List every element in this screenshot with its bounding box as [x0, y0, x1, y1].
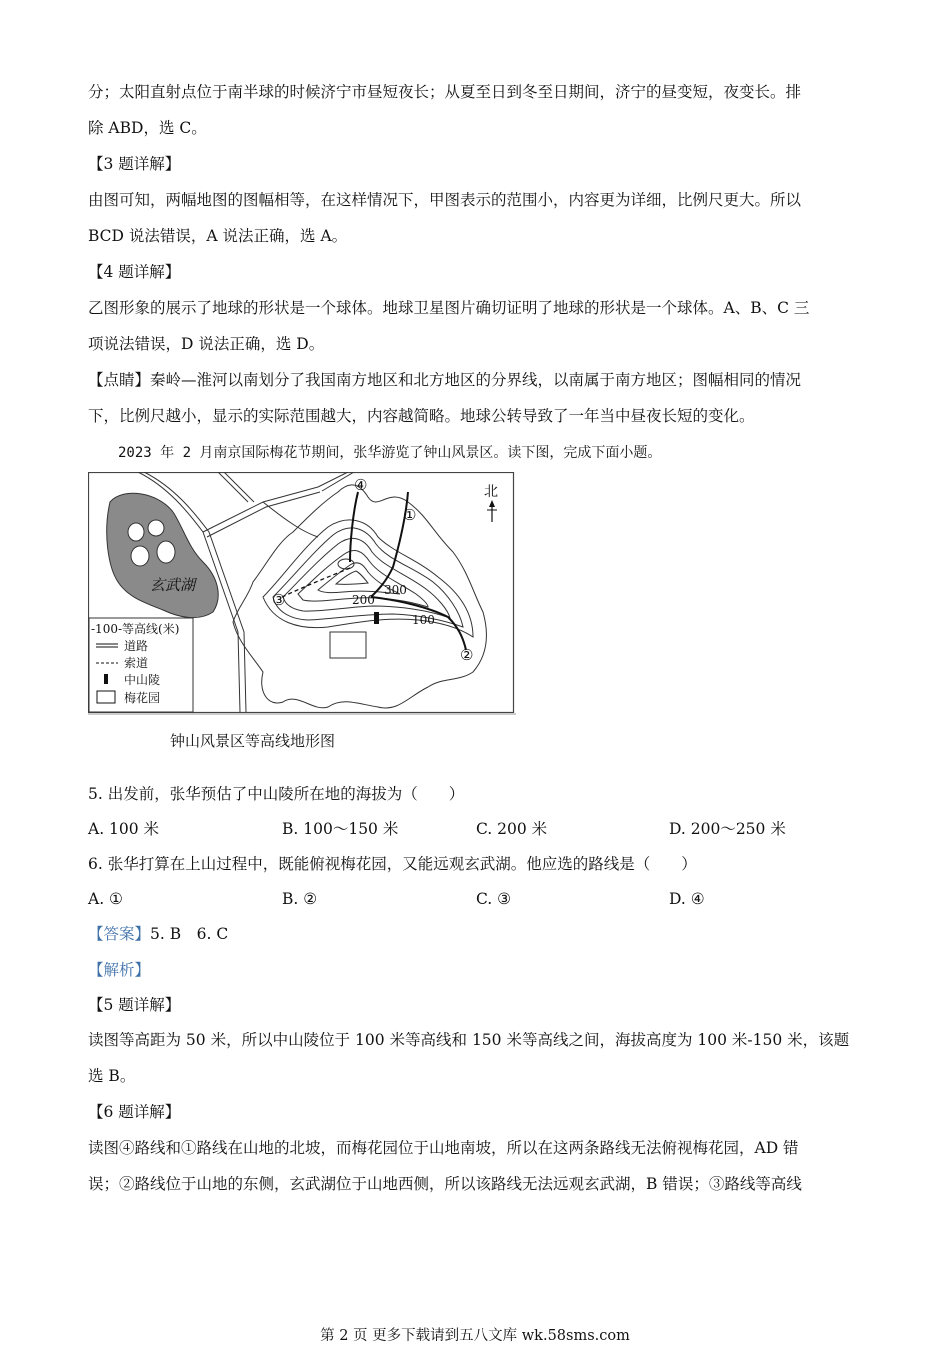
contour-label-100: 100 — [412, 613, 435, 627]
route-marker-1: ① — [403, 506, 417, 524]
legend-cableway: 索道 — [124, 656, 149, 670]
contour-label-200: 200 — [352, 593, 375, 607]
q5-option-b: B. 100～150 米 — [282, 820, 399, 838]
route-marker-3: ③ — [272, 591, 286, 609]
question-5-stem: 5. 出发前，张华预估了中山陵所在地的海拔为（ ） — [88, 785, 465, 803]
paragraph: 分；太阳直射点位于南半球的时候济宁市昼短夜长；从夏至日到冬至日期间，济宁的昼变短，夜变长。排 — [88, 83, 802, 101]
mausoleum-marker — [374, 612, 379, 624]
paragraph: 读图等高距为 50 米，所以中山陵位于 100 米等高线和 150 米等高线之间，海拔高度为 100 米-150 米，该题 — [88, 1031, 850, 1049]
q6-option-b: B. ② — [282, 890, 318, 908]
paragraph: 读图④路线和①路线在山地的北坡，而梅花园位于山地南坡，所以在这两条路线无法俯视梅花园，AD 错 — [88, 1139, 799, 1157]
analysis-label: 【解析】 — [88, 961, 151, 979]
q5-option-a: A. 100 米 — [88, 820, 160, 838]
route-marker-4: ④ — [354, 476, 368, 494]
legend-mausoleum: 中山陵 — [124, 673, 161, 687]
q6-option-c: C. ③ — [476, 890, 512, 908]
legend-contour: -100-等高线(米) — [91, 622, 180, 636]
north-label: 北 — [484, 484, 498, 500]
plum-garden — [330, 632, 366, 658]
q6-option-a: A. ① — [88, 890, 123, 908]
paragraph: 项说法错误，D 说法正确，选 D。 — [88, 335, 325, 353]
section-heading: 【5 题详解】 — [88, 996, 181, 1014]
legend-plum-garden: 梅花园 — [124, 691, 161, 705]
answer-text: 5. B 6. C — [150, 925, 229, 943]
q5-option-d: D. 200～250 米 — [669, 820, 786, 838]
section-heading: 【4 题详解】 — [88, 263, 181, 281]
answer-label: 【答案】 — [88, 925, 151, 943]
paragraph: 由图可知，两幅地图的图幅相等，在这样情况下，甲图表示的范围小，内容更为详细，比例尺更大。所以 — [88, 191, 802, 209]
answer-line — [88, 924, 228, 944]
legend-road: 道路 — [124, 639, 149, 653]
contour-label-300: 300 — [384, 583, 407, 597]
section-heading: 【6 题详解】 — [88, 1103, 181, 1121]
lake-label: 玄武湖 — [150, 576, 196, 594]
paragraph: 选 B。 — [88, 1067, 136, 1085]
q6-option-d: D. ④ — [669, 890, 705, 908]
contour-map — [88, 472, 516, 716]
paragraph: 【点睛】秦岭—淮河以南划分了我国南方地区和北方地区的分界线，以南属于南方地区；图幅相同的情况 — [88, 371, 802, 389]
section-heading: 【3 题详解】 — [88, 155, 181, 173]
question-intro: 2023 年 2 月南京国际梅花节期间，张华游览了钟山风景区。读下图，完成下面小题。 — [118, 445, 662, 461]
map-caption: 钟山风景区等高线地形图 — [170, 732, 336, 750]
page-footer: 第 2 页 更多下载请到五八文库 wk.58sms.com — [320, 1328, 630, 1344]
paragraph: BCD 说法错误，A 说法正确，选 A。 — [88, 227, 348, 245]
paragraph: 除 ABD，选 C。 — [88, 119, 207, 137]
paragraph: 乙图形象的展示了地球的形状是一个球体。地球卫星图片确切证明了地球的形状是一个球体。A、B、C 三 — [88, 299, 810, 317]
question-6-stem: 6. 张华打算在上山过程中，既能俯视梅花园，又能远观玄武湖。他应选的路线是（ ） — [88, 855, 697, 873]
paragraph: 误；②路线位于山地的东侧，玄武湖位于山地西侧，所以该路线无法远观玄武湖，B 错误；③路线等高线 — [88, 1175, 802, 1193]
paragraph: 下，比例尺越小，显示的实际范围越大，内容越简略。地球公转导致了一年当中昼夜长短的变化。 — [88, 407, 755, 425]
q5-option-c: C. 200 米 — [476, 820, 548, 838]
route-marker-2: ② — [460, 646, 474, 664]
